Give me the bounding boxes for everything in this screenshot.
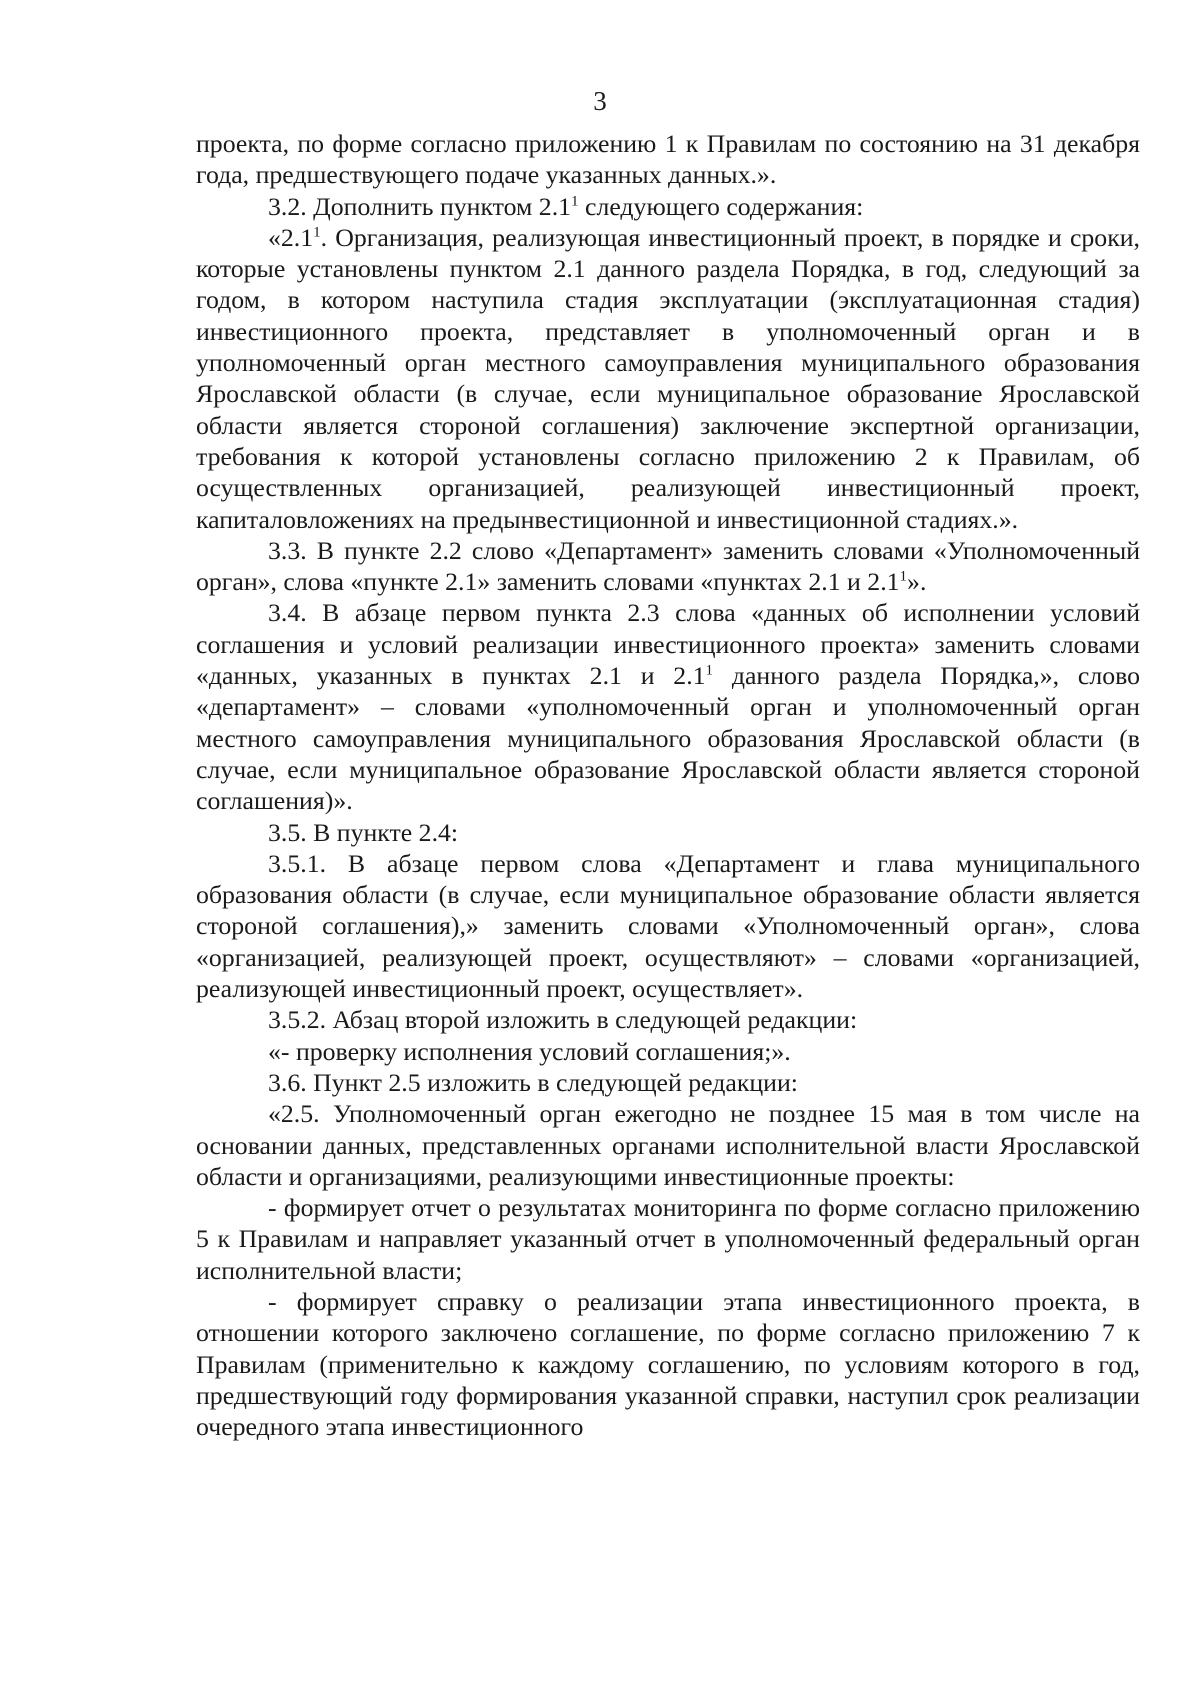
paragraph-text: - формирует справку о реализации этапа инвестиционного проекта, в отношении которого заключено соглашение, по форме согласно приложению 7 к Правилам (применительно к каждому соглашению, по условиям которого в год, предшествующий году формирования указанной справки, наступил срок реализации очередного этапа инвестиционного [196, 1286, 1140, 1442]
superscript: 1 [899, 568, 908, 585]
paragraph-text: 3.5.2. Абзац второй изложить в следующей редакции: [268, 1005, 858, 1035]
paragraph [196, 1004, 1140, 1035]
superscript: 1 [705, 662, 714, 679]
document-body [196, 128, 1140, 1442]
paragraph [196, 848, 1140, 1004]
paragraph [196, 1192, 1140, 1286]
paragraph [196, 191, 1140, 222]
paragraph-text: 3.5.1. В абзаце первом слова «Департамент и глава муниципального образования области (в случае, если муниципальное образование области является стороной соглашения),» заменить словами «Уполномоченный орган», слова «организацией, реализующей проект, осуществляют» – словами «организацией, реализующей инвестиционный проект, осуществляет». [196, 848, 1140, 1004]
paragraph-text: следующего содержания: [578, 191, 864, 221]
superscript: 1 [571, 193, 579, 209]
paragraph-text: «2.1 [268, 222, 314, 252]
paragraph [196, 1098, 1140, 1192]
paragraph-text: . Организация, реализующая инвестиционный проект, в порядке и сроки, которые установлены пунктом 2.1 данного раздела Порядка, в год, следующий за годом, в котором наступила стадия эксплуатации (эксплуатационная стадия) инвестиционного проекта, представляет в уполномоченный орган и в уполномоченный орган местного самоуправления муниципального образования Ярославской области (в случае, если муниципальное образование Ярославской области является стороной соглашения) заключение экспертной организации, требования к которой установлены согласно приложению 2 к Правилам, об осуществленных организацией, реализующей инвестиционный проект, капиталовложениях на предынвестиционной и инвестиционной стадиях.». [196, 222, 1140, 534]
paragraph-text: 3.4. В абзаце первом пункта 2.3 слова «данных об исполнении условий соглашения и условий реализации инвестиционного проекта» заменить словами «данных, указанных в пунктах 2.1 и 2.1 [196, 598, 1140, 691]
paragraph-text: 3.2. Дополнить пунктом 2.1 [268, 191, 572, 221]
paragraph [196, 1067, 1140, 1098]
paragraph-text: 3.5. В пункте 2.4: [268, 817, 459, 847]
paragraph-text: - формирует отчет о результатах мониторинга по форме согласно приложению 5 к Правилам и направляет указанный отчет в уполномоченный федеральный орган исполнительной власти; [196, 1193, 1140, 1285]
paragraph-text: ». [907, 567, 927, 597]
paragraph-text: «2.5. Уполномоченный орган ежегодно не позднее 15 мая в том числе на основании данных, представленных органами исполнительной власти Ярославской области и организациями, реализующими инвестиционные проекты: [196, 1099, 1140, 1191]
paragraph-text: проекта, по форме согласно приложению 1 к Правилам по состоянию на 31 декабря года, предшествующего подаче указанных данных.». [196, 129, 1140, 190]
paragraph [196, 1286, 1140, 1442]
paragraph-text: 3.6. Пункт 2.5 изложить в следующей редакции: [268, 1067, 798, 1097]
paragraph [196, 535, 1140, 598]
page-number: 3 [593, 86, 607, 116]
paragraph [196, 817, 1140, 848]
superscript: 1 [313, 224, 321, 241]
paragraph [196, 128, 1140, 191]
paragraph-text: 3.3. В пункте 2.2 слово «Департамент» заменить словами «Уполномоченный орган», слова «пункте 2.1» заменить словами «пунктах 2.1 и 2.1 [196, 535, 1140, 597]
paragraph [196, 1036, 1140, 1067]
paragraph [196, 222, 1140, 535]
paragraph [196, 597, 1140, 816]
paragraph-text: данного раздела Порядка,», слово «департамент» – словами «уполномоченный орган и уполномоченный орган местного самоуправления муниципального образования Ярославской области (в случае, если муниципальное образование Ярославской области является стороной соглашения)». [196, 661, 1140, 816]
paragraph-text: «- проверку исполнения условий соглашения;». [268, 1036, 791, 1066]
